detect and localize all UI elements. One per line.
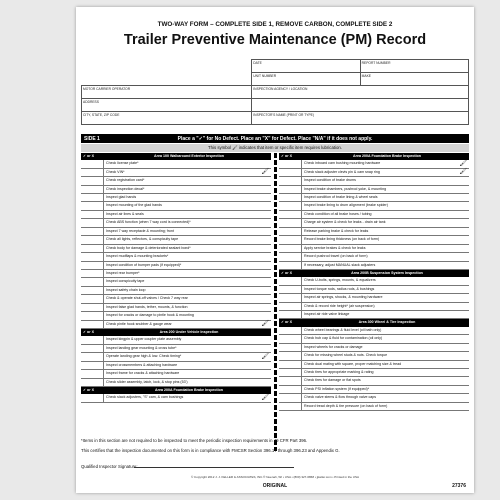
inspector-name-field[interactable]: INSPECTOR'S NAME (PRINT OR TYPE) (252, 112, 469, 125)
check-box[interactable] (279, 327, 302, 334)
check-box[interactable] (279, 403, 302, 410)
checklist-item: Check slider assembly, latch, lock, & stop pins (53') (106, 379, 188, 384)
signature-label: Qualified Inspector Signature: (81, 464, 138, 469)
section-title: Area 100 Walkaround Exterior Inspection (154, 154, 224, 158)
checklist-row (279, 245, 469, 253)
check-box[interactable] (81, 186, 104, 193)
side1-label: SIDE 1 (84, 136, 100, 142)
checklist-row (279, 186, 469, 194)
check-box[interactable] (81, 345, 104, 352)
signature-line[interactable] (134, 467, 294, 468)
footer-note: *Items in this section are not required to be inspected to meet the periodic inspection requirements in 49 CFR Part 396. (81, 438, 308, 443)
section-title: Area 200 Under Vehicle Inspection (159, 330, 219, 335)
checklist-row (81, 353, 271, 361)
check-box[interactable] (279, 286, 302, 293)
check-box[interactable] (81, 228, 104, 235)
checklist-row (279, 403, 469, 411)
section-header (279, 270, 469, 277)
checklist-item: Inspect brake lining to drum alignment (brake spider) (304, 203, 388, 208)
checklist-row (81, 202, 271, 210)
checklist-item: Check PSI inflation system (if equipped)* (304, 386, 370, 391)
checklist-item: Inspect false glad hands, tether, mounts, & function (106, 304, 188, 309)
checklist-row (279, 211, 469, 219)
check-box[interactable] (279, 262, 302, 269)
checklist-row (279, 262, 469, 270)
checklist-row (279, 386, 469, 394)
checklist-row (81, 194, 271, 202)
section-header (81, 387, 271, 394)
section-title: Area 200A Foundation Brake Inspection (155, 387, 223, 392)
left-checklist-column (81, 153, 271, 403)
copy-type: ORIGINAL (262, 483, 288, 489)
checklist-item: Inspect frame for cracks & attaching hardware (106, 371, 180, 376)
ok-x-label: ✓ or X (83, 387, 94, 392)
check-box[interactable] (81, 304, 104, 311)
checklist-row (81, 177, 271, 185)
check-box[interactable] (81, 278, 104, 285)
ok-x-label: ✓ or X (83, 154, 94, 158)
address-field[interactable]: ADDRESS (82, 99, 252, 112)
checklist-item: Inspect conspicuity tape (106, 279, 145, 284)
checklist-item: Inspect air ride valve linkage (304, 312, 350, 317)
check-box[interactable] (81, 236, 104, 243)
checklist-row (81, 169, 271, 177)
check-box[interactable] (81, 336, 104, 343)
checklist-row (81, 186, 271, 194)
check-box[interactable] (81, 169, 104, 176)
form-title: Trailer Preventive Maintenance (PM) Record (123, 32, 427, 48)
lubrication-icon: 🖌 (261, 169, 269, 176)
checklist-item: Check U-bolts, springs, mounts, & equalizers (304, 278, 376, 283)
check-box[interactable] (279, 219, 302, 226)
check-box[interactable] (279, 202, 302, 209)
checklist-item: Check all lights, reflectors, & conspicuity tape (106, 237, 179, 242)
checklist-item: Check ABS function (when 7 way cord is connected)* (106, 220, 191, 225)
checklist-item: Check & record ride height* (air suspension) (304, 303, 375, 308)
motor-carrier-field[interactable]: MOTOR CARRIER OPERATOR (82, 86, 252, 99)
checklist-item: Inspect for cracks or damage to pintle hook & mounting (106, 313, 194, 318)
lubrication-icon: 🖌 (261, 353, 269, 360)
check-box[interactable] (279, 311, 302, 318)
check-box[interactable] (81, 219, 104, 226)
check-box[interactable] (279, 177, 302, 184)
section-header (81, 153, 271, 160)
checklist-row (81, 228, 271, 236)
checklist-item: Inspect condition of brake lining & wheel seals (304, 195, 378, 200)
checklist-row (279, 253, 469, 261)
checklist-item: Check registration card* (106, 178, 145, 183)
check-box[interactable] (279, 377, 302, 384)
check-box[interactable] (279, 369, 302, 376)
checklist-item: Check inboard cam bushing mounting hardware (304, 161, 381, 166)
side1-instructions: Place a "✓" for No Defect. Place an "X" for Defect. Place "N/A" if it does not apply. (177, 136, 373, 142)
checklist-item: Inspect landing gear mounting & cross tube* (106, 345, 177, 350)
check-box[interactable] (279, 352, 302, 359)
lubrication-icon: 🖌 (459, 169, 467, 176)
check-box[interactable] (81, 245, 104, 252)
checklist-row (279, 394, 469, 402)
checklist-row (81, 236, 271, 244)
ok-x-label: ✓ or X (281, 154, 292, 158)
right-checklist-column (279, 153, 469, 411)
check-box[interactable] (81, 394, 104, 401)
section-header (279, 153, 469, 160)
check-box[interactable] (279, 294, 302, 301)
checklist-row (279, 361, 469, 369)
copyright: © Copyright 2012 J. J. KELLER & ASSOCIATES, INC.® Neenah, WI • USA • (800) 327-6868 • jjkeller.com • Printed in the USA (191, 475, 359, 479)
check-box[interactable] (81, 177, 104, 184)
checklist-row (81, 370, 271, 378)
check-box[interactable] (279, 335, 302, 342)
checklist-row (279, 277, 469, 285)
check-box[interactable] (81, 160, 104, 167)
checklist-row (81, 211, 271, 219)
checklist-row (279, 228, 469, 236)
lubrication-icon: 🖌 (261, 321, 269, 328)
checklist-item: Inspect air lines & seals (106, 211, 144, 216)
checklist-item: Inspect air springs, shocks, & mounting hardware (304, 295, 383, 300)
checklist-item: Inspect condition of bumper pads (if equipped)* (106, 262, 182, 267)
checklist-item: Inspect brake chambers, pushrod yoke, & mounting (304, 186, 387, 191)
checklist-item: If necessary, adjust MANUAL slack adjusters (304, 262, 376, 267)
check-box[interactable] (279, 253, 302, 260)
checklist-item: Record pushrod travel (on back of form) (304, 254, 368, 259)
checklist-row (279, 160, 469, 168)
check-box[interactable] (279, 169, 302, 176)
check-box[interactable] (279, 186, 302, 193)
checklist-row (81, 345, 271, 353)
column-divider (274, 153, 277, 451)
city-state-zip-field[interactable]: CITY, STATE, ZIP CODE (82, 112, 252, 125)
checklist-row (279, 327, 469, 335)
checklist-item: Inspect 7 way receptacle & mounting; front (106, 228, 174, 233)
checklist-item: Check license plate* (106, 161, 139, 166)
checklist-row (81, 262, 271, 270)
check-box[interactable] (81, 353, 104, 360)
check-box[interactable] (81, 253, 104, 260)
checklist-row (279, 169, 469, 177)
section-title: Area 200B Suspension System Inspection (351, 270, 423, 275)
form-subtitle: TWO-WAY FORM – COMPLETE SIDE 1, REMOVE CARBON, COMPLETE SIDE 2 (157, 21, 393, 28)
lubrication-icon: 🖌 (261, 394, 269, 401)
checklist-row (279, 236, 469, 244)
checklist-item: Operate landing gear high & low. Check timing* (106, 354, 182, 359)
checklist-item: Check dual mating with square, proper matching size & tread (304, 361, 402, 366)
make-field[interactable]: MAKE (360, 73, 468, 86)
check-box[interactable] (81, 270, 104, 277)
checklist-item: Check wheel bearings & fluid level (oil bath only) (304, 327, 382, 332)
check-box[interactable] (279, 194, 302, 201)
checklist-item: Check valve stems & flow through valve caps (304, 395, 377, 400)
checklist-row (279, 377, 469, 385)
checklist-row (81, 379, 271, 387)
checklist-item: Inspect torque rods, radius rods, & bushings (304, 286, 375, 291)
section-title: Area 200A Foundation Brake Inspection (353, 154, 421, 158)
ok-x-label: ✓ or X (83, 330, 94, 335)
checklist-row (279, 303, 469, 311)
lubrication-icon: 🖌 (459, 160, 467, 167)
checklist-item: Charge air system & check for leaks - drain air tank (304, 220, 386, 225)
checklist-item: Check & operate shut-off valves / Check 7 way rear (106, 296, 188, 301)
check-box[interactable] (81, 362, 104, 369)
checklist-row (81, 219, 271, 227)
header-fields-grid (81, 59, 469, 132)
checklist-row (81, 312, 271, 320)
checklist-item: Check for missing wheel studs & nuts. Check torque (304, 353, 388, 358)
pm-record-form (76, 7, 474, 493)
checklist-row (279, 294, 469, 302)
checklist-row (279, 344, 469, 352)
checklist-item: Inspect crossmembers & attaching hardware (106, 362, 178, 367)
checklist-row (81, 287, 271, 295)
checklist-item: Inspect rear bumper* (106, 270, 140, 275)
ok-x-label: ✓ or X (281, 320, 292, 325)
checklist-row (81, 270, 271, 278)
check-box[interactable] (279, 160, 302, 167)
checklist-item: Check pintle hook snubber & gauge wear (106, 321, 172, 326)
checklist-row (279, 311, 469, 319)
checklist-item: Inspect mudflaps & mounting brackets* (106, 254, 169, 259)
checklist-item: Inspect condition of brake drums (304, 178, 356, 183)
checklist-row (81, 245, 271, 253)
checklist-row (81, 278, 271, 286)
checklist-item: Record brake lining thickness (on back of form) (304, 237, 380, 242)
section-header (81, 329, 271, 336)
checklist-item: Check inspection decal* (106, 186, 145, 191)
check-box[interactable] (279, 303, 302, 310)
check-box[interactable] (81, 211, 104, 218)
checklist-item: Apply service brakes & check for leaks (304, 245, 366, 250)
checklist-item: Inspect mounting of the glad hands (106, 203, 162, 208)
check-box[interactable] (81, 312, 104, 319)
checklist-row (279, 194, 469, 202)
check-box[interactable] (279, 277, 302, 284)
checklist-item: Check slack adjusters, "S" cam, & cam bushings (106, 395, 184, 400)
checklist-row (279, 219, 469, 227)
check-box[interactable] (81, 262, 104, 269)
checklist-row (279, 369, 469, 377)
checklist-item: Check tires for damage or flat spots (304, 378, 361, 383)
checklist-row (81, 362, 271, 370)
checklist-item: Check tires for appropriate marking & rating (304, 369, 374, 374)
check-box[interactable] (81, 295, 104, 302)
checklist-row (279, 286, 469, 294)
checklist-item: Inspect wheels for cracks or damage (304, 344, 363, 349)
lubrication-legend: This symbol 🖌 indicates that item or specific item requires lubrication. (81, 144, 469, 152)
checklist-item: Release parking brake & check for leaks (304, 228, 369, 233)
checklist-row (81, 394, 271, 402)
side1-banner (81, 134, 469, 143)
check-box[interactable] (279, 236, 302, 243)
checklist-row (81, 336, 271, 344)
check-box[interactable] (279, 394, 302, 401)
check-box[interactable] (81, 379, 104, 386)
check-box[interactable] (279, 386, 302, 393)
unit-number-field[interactable]: UNIT NUMBER (252, 73, 360, 86)
check-box[interactable] (81, 194, 104, 201)
check-box[interactable] (279, 228, 302, 235)
section-title: Area 300 Wheel & Tire Inspection (358, 320, 416, 325)
ok-x-label: ✓ or X (281, 270, 292, 275)
checklist-item: Inspect kingpin & upper coupler plate assembly (106, 337, 182, 342)
checklist-row (279, 177, 469, 185)
form-number: 27376 (452, 483, 466, 489)
date-field[interactable]: DATE (252, 60, 360, 73)
checklist-row (279, 335, 469, 343)
checklist-row (81, 304, 271, 312)
check-box[interactable] (81, 370, 104, 377)
checklist-item: Check body for damage & deteriorated sealant bond* (106, 245, 191, 250)
check-box[interactable] (81, 321, 104, 328)
checklist-row (279, 202, 469, 210)
checklist-row (81, 321, 271, 329)
checklist-item: Inspect safety chain loop (106, 287, 146, 292)
report-number-field[interactable]: REPORT NUMBER (360, 60, 468, 73)
check-box[interactable] (279, 245, 302, 252)
checklist-row (81, 160, 271, 168)
checklist-row (81, 253, 271, 261)
check-box[interactable] (81, 202, 104, 209)
checklist-row (279, 352, 469, 360)
checklist-item: Inspect glad hands (106, 195, 137, 200)
checklist-item: Check hub cap & fluid for contamination (oil only) (304, 336, 383, 341)
checklist-item: Check VIN* (106, 169, 125, 174)
check-box[interactable] (279, 361, 302, 368)
checklist-item: Check slack adjuster clevis pin & cam snap ring (304, 169, 380, 174)
check-box[interactable] (279, 211, 302, 218)
checklist-item: Check condition of all brake hoses / tubing (304, 211, 372, 216)
check-box[interactable] (81, 287, 104, 294)
inspection-agency-field[interactable]: INSPECTION AGENCY / LOCATION (252, 86, 469, 99)
checklist-item: Record tread depth & tire pressure (on back of form) (304, 403, 388, 408)
checklist-row (81, 295, 271, 303)
check-box[interactable] (279, 344, 302, 351)
section-header (279, 319, 469, 326)
footer-certify: This certifies that the inspection documented on this form is in compliance with FMCSR Section 396.17 through 396.23 and Appendix G. (81, 448, 340, 453)
